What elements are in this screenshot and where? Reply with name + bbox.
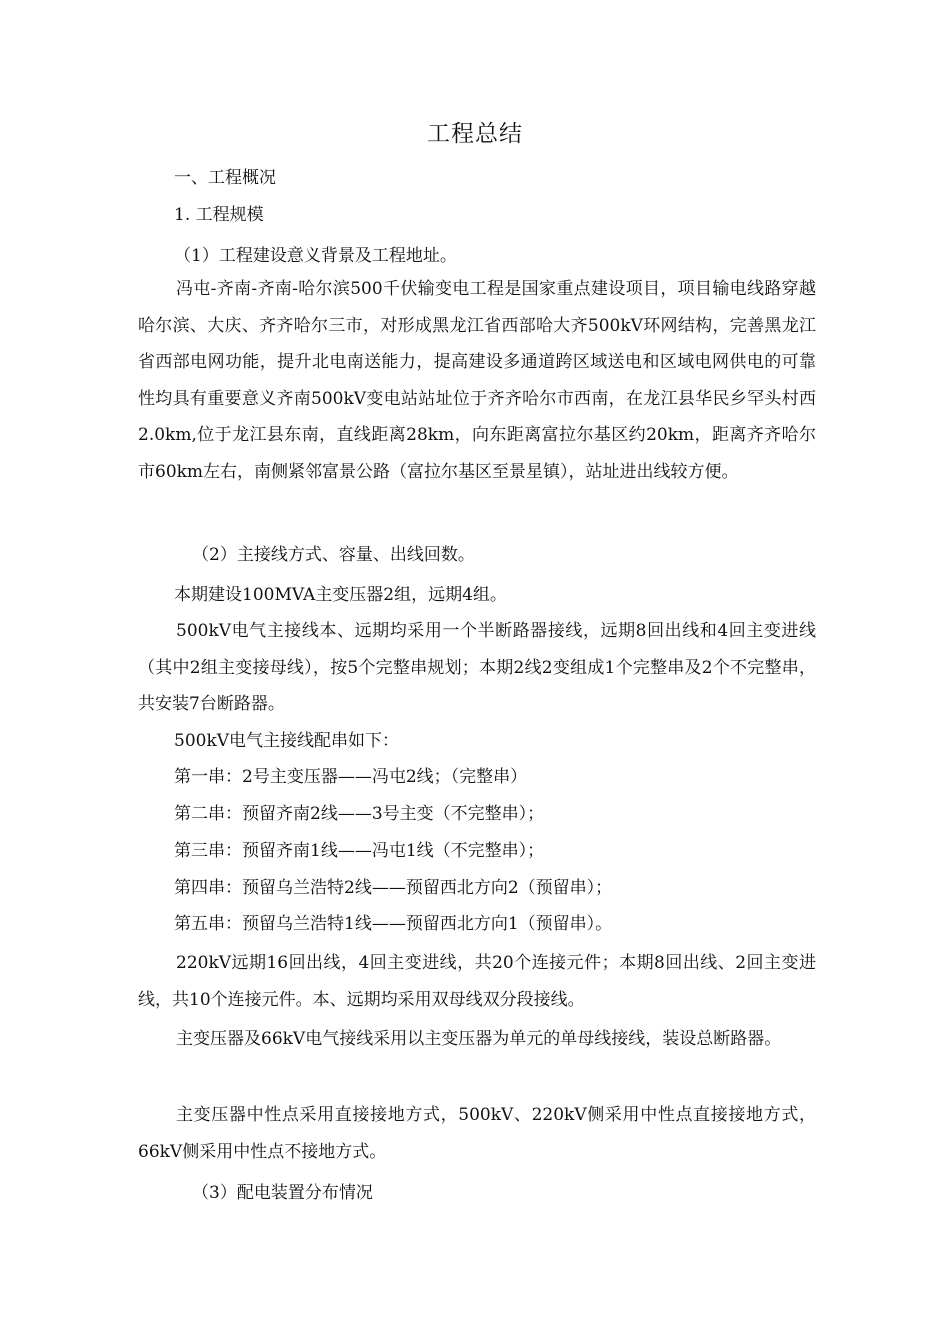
item-heading-2: （2）主接线方式、容量、出线回数。 xyxy=(192,545,475,565)
series-item: 第二串：预留齐南2线——3号主变（不完整串）； xyxy=(174,804,545,824)
series-item: 第四串：预留乌兰浩特2线——预留西北方向2（预留串）； xyxy=(174,878,613,898)
item-heading-3: （3）配电装置分布情况 xyxy=(192,1183,373,1203)
transformer-capacity-line: 本期建设100MVA主变压器2组，远期4组。 xyxy=(174,585,507,605)
series-item: 第三串：预留齐南1线——冯屯1线（不完整串）； xyxy=(174,841,545,861)
subsection-heading: 1. 工程规模 xyxy=(174,205,264,225)
series-item: 第一串：2号主变压器——冯屯2线；（完整串） xyxy=(174,767,528,787)
section-heading: 一、工程概况 xyxy=(174,168,276,188)
66kv-wiring-paragraph: 主变压器及66kV电气接线采用以主变压器为单元的单母线接线，装设总断路器。 xyxy=(176,1029,782,1049)
series-intro: 500kV电气主接线配串如下： xyxy=(174,731,400,751)
item-heading-1: （1）工程建设意义背景及工程地址。 xyxy=(174,246,457,266)
document-title: 工程总结 xyxy=(427,121,523,147)
neutral-grounding-paragraph: 主变压器中性点采用直接接地方式，500kV、220kV侧采用中性点直接接地方式，66kV侧采用中性点不接地方式。 xyxy=(138,1105,816,1162)
series-item: 第五串：预留乌兰浩特1线——预留西北方向1（预留串）。 xyxy=(174,914,613,934)
220kv-wiring-paragraph: 220kV远期16回出线，4回主变进线，共20个连接元件；本期8回出线、2回主变进线，共10个连接元件。本、远期均采用双母线双分段接线。 xyxy=(138,953,816,1010)
500kv-wiring-paragraph: 500kV电气主接线本、远期均采用一个半断路器接线，远期8回出线和4回主变进线（其中2组主变接母线），按5个完整串规划；本期2线2变组成1个完整串及2个不完整串，共安装7台断路器。 xyxy=(138,621,816,715)
project-background-paragraph: 冯屯-齐南-齐南-哈尔滨500千伏输变电工程是国家重点建设项目，项目输电线路穿越哈尔滨、大庆、齐齐哈尔三市，对形成黑龙江省西部哈大齐500kV环网结构，完善黑龙江省西部电网功能，提升北电南送能力，提高建设多通道跨区域送电和区域电网供电的可靠性均具有重要意义齐南500kV变电站站址位于齐齐哈尔市西南，在龙江县华民乡罕头村西2.0km,位于龙江县东南，直线距离28km，向东距离富拉尔基区约20km，距离齐齐哈尔市60km左右，南侧紧邻富景公路（富拉尔基区至景星镇），站址进出线较方便。 xyxy=(138,279,816,482)
